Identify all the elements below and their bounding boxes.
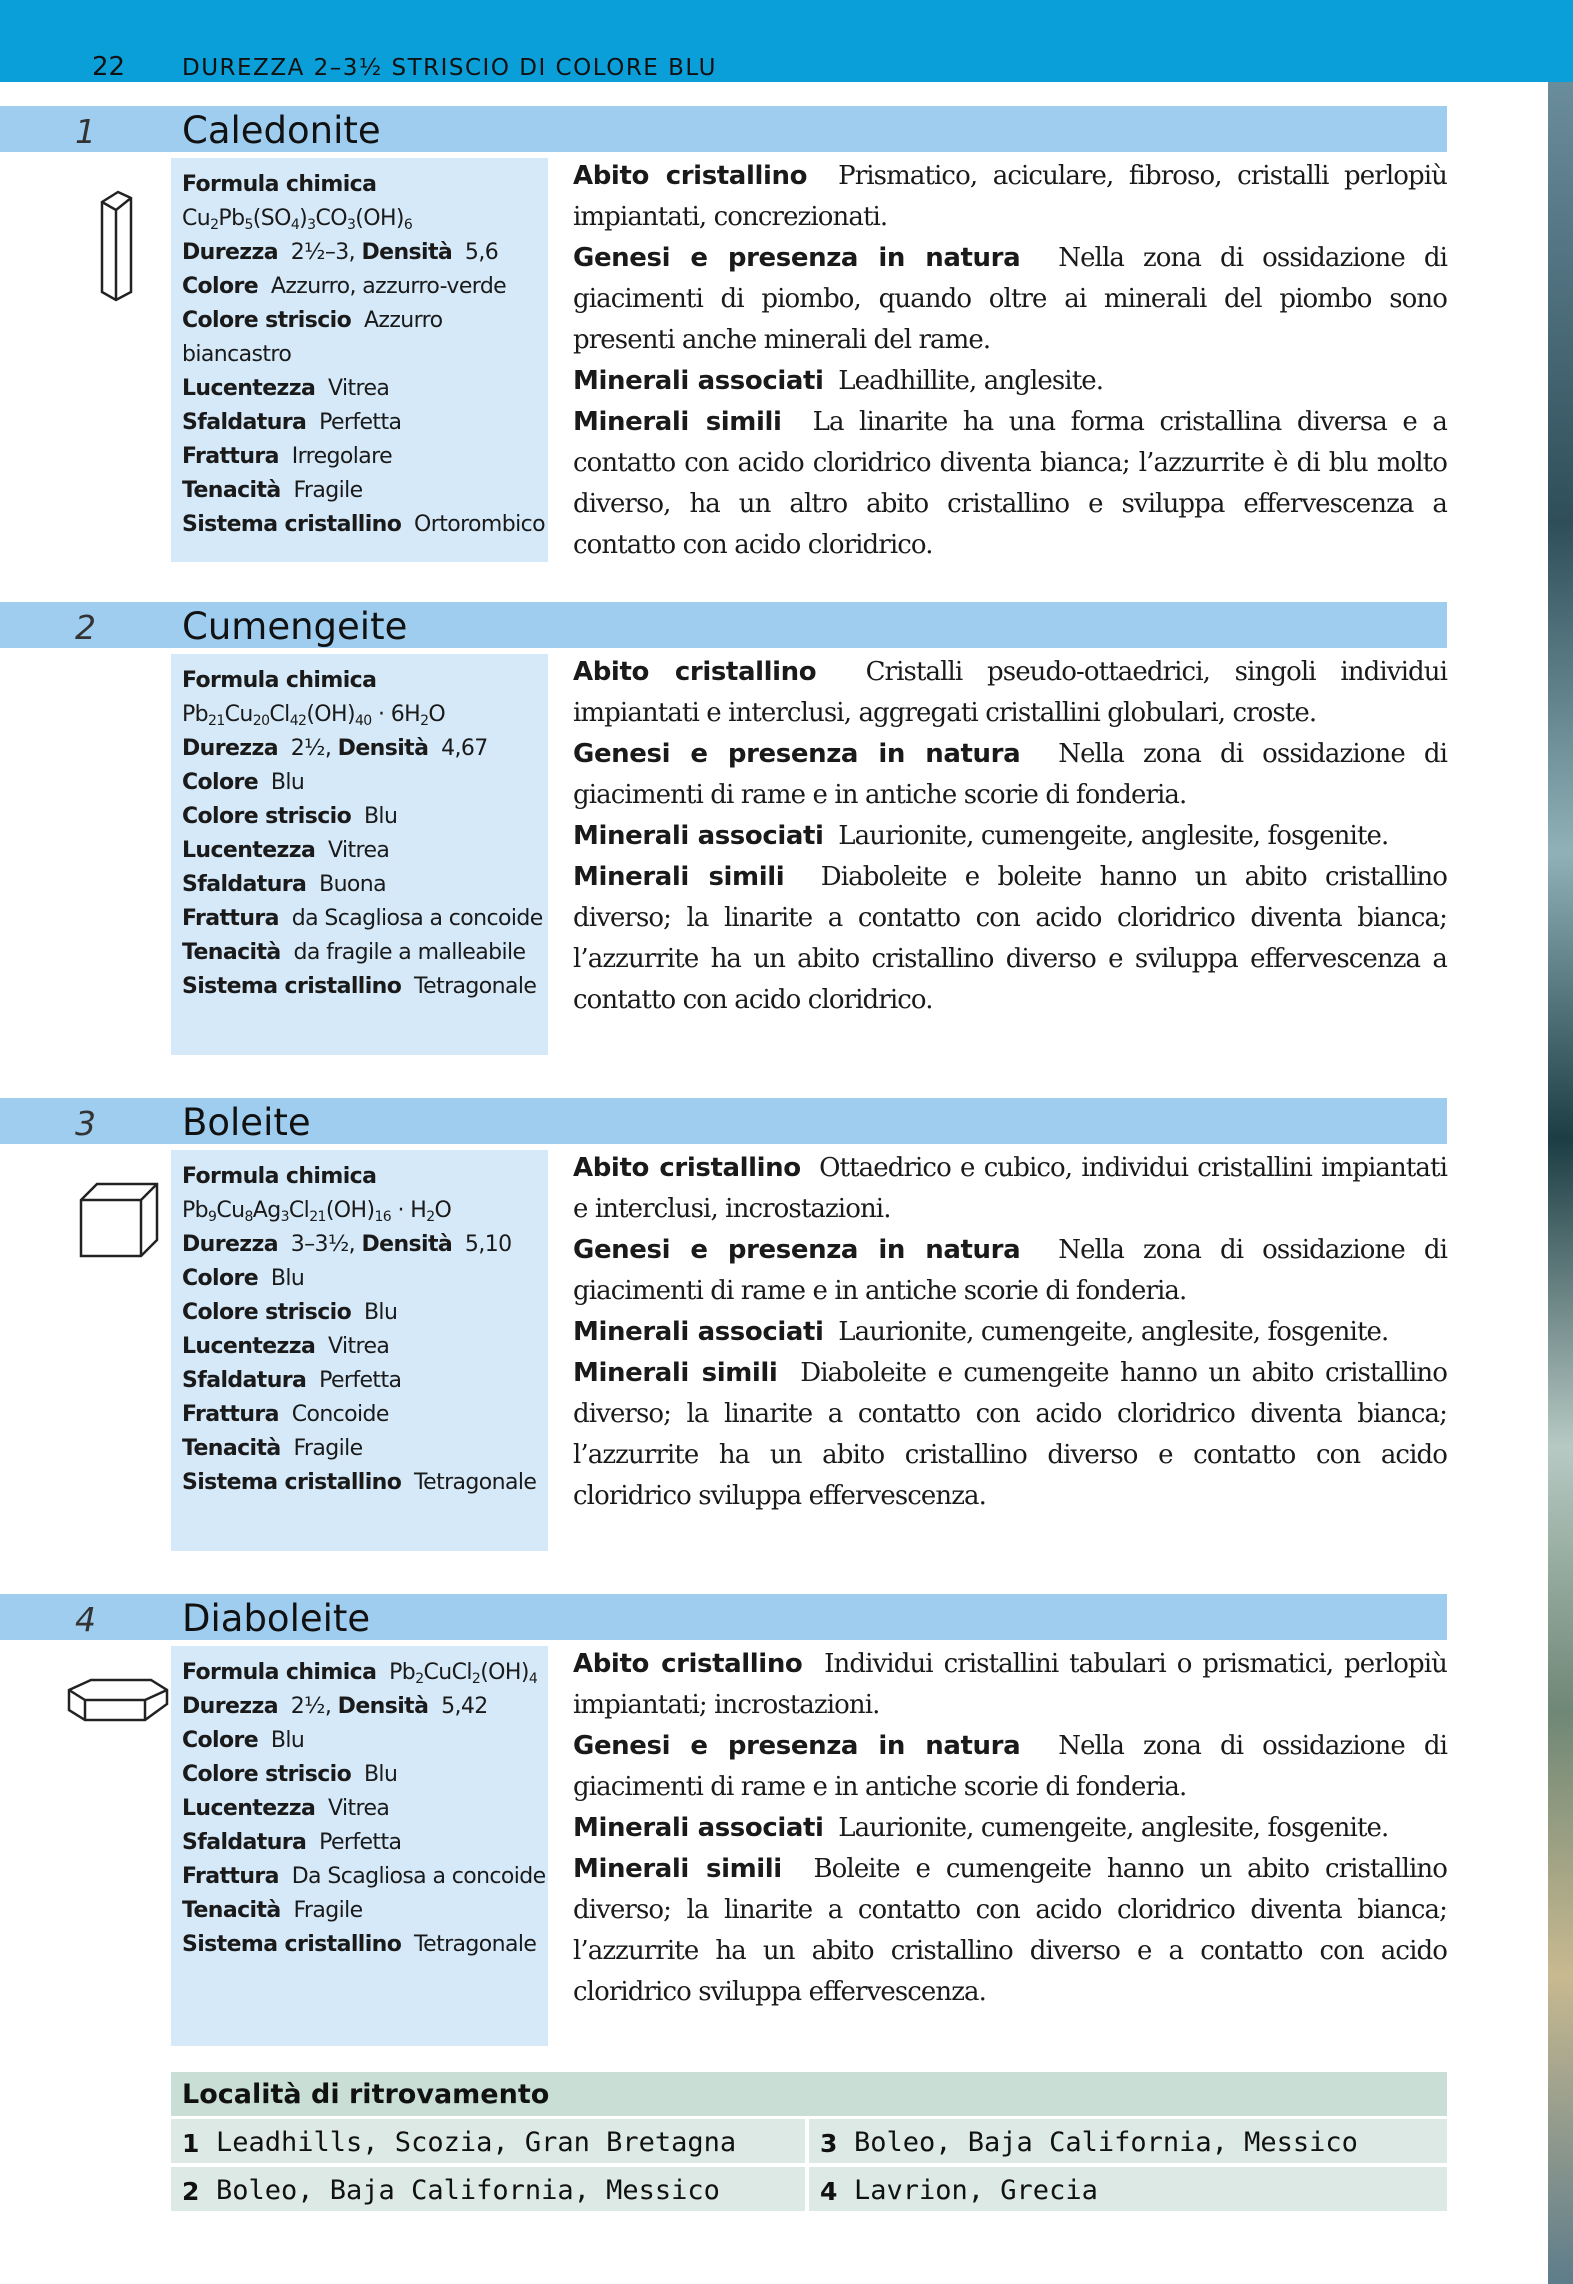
- entry-number: 4: [75, 1600, 96, 1639]
- habit-paragraph: Abito cristallino Individui cristallini tabulari o prismatici, perlopiù impiantati; incrostazioni.: [573, 1649, 1447, 1720]
- genesis-paragraph: Genesi e presenza in natura Nella zona di ossidazione di giacimenti di rame e in antiche scorie di fonderia.: [573, 1235, 1447, 1306]
- color-row: Colore Blu: [182, 770, 305, 795]
- photo-edge-strip: [1548, 82, 1573, 2284]
- formula-row: Formula chimica $Pb_2CuCl_2(OH)_4$: [182, 1660, 538, 1687]
- genesis-paragraph: Genesi e presenza in natura Nella zona di ossidazione di giacimenti di piombo, quando oltre ai minerali del piombo sono presenti anche minerali del rame.: [573, 243, 1447, 355]
- locality-number: 3: [820, 2129, 838, 2158]
- entry-name: Boleite: [182, 1101, 311, 1144]
- locality-place: Boleo, Baja California, Messico: [216, 2175, 720, 2206]
- crystal-system-row: Sistema cristallino Tetragonale: [182, 1470, 537, 1495]
- localities-header: [171, 2072, 1447, 2116]
- entry-name: Cumengeite: [182, 605, 408, 648]
- formula-row: Formula chimica: [182, 172, 377, 197]
- description: [573, 1644, 1447, 2013]
- fracture-row: Frattura Irregolare: [182, 444, 393, 469]
- entry-number: 3: [75, 1104, 96, 1143]
- cleavage-row: Sfaldatura Buona: [182, 872, 386, 897]
- formula-row: Formula chimica: [182, 1164, 377, 1189]
- chemical-formula: $Pb_2CuCl_2(OH)_4$: [389, 1660, 538, 1687]
- description: [573, 156, 1447, 566]
- crystal-system-row: Sistema cristallino Tetragonale: [182, 974, 537, 999]
- tabular-crystal-icon: [66, 1676, 170, 1724]
- similar-minerals-paragraph: Minerali simili Boleite e cumengeite hanno un abito cristallino diverso; la linarite a contatto con acido cloridrico diventa bianca; l’azzurrite ha un abito cristallino diverso e a contatto con acido cloridrico sviluppa effervescenza.: [573, 1854, 1447, 2007]
- tenacity-row: Tenacità Fragile: [182, 1436, 363, 1461]
- locality-number: 2: [182, 2177, 200, 2206]
- properties-list: [182, 664, 544, 1004]
- streak-row: Colore striscio Blu: [182, 1762, 398, 1787]
- description: [573, 1148, 1447, 1517]
- tenacity-row: Tenacità Fragile: [182, 478, 363, 503]
- properties-list: [182, 168, 544, 542]
- entry-number: 2: [75, 608, 96, 647]
- locality-number: 1: [182, 2129, 200, 2158]
- luster-row: Lucentezza Vitrea: [182, 376, 390, 401]
- color-row: Colore Blu: [182, 1728, 305, 1753]
- hardness-density-row: Durezza 2½, Densità 5,42: [182, 1694, 488, 1719]
- color-row: Colore Blu: [182, 1266, 305, 1291]
- formula-row: Formula chimica: [182, 668, 377, 693]
- properties-box: [171, 1150, 548, 1551]
- hardness-density-row: Durezza 2½, Densità 4,67: [182, 736, 488, 761]
- page-number: 22: [92, 52, 126, 82]
- properties-list: [182, 1160, 544, 1500]
- entry-number: 1: [75, 112, 96, 151]
- chemical-formula: $Cu_2Pb_5(SO_4)_3CO_3(OH)_6$: [182, 206, 413, 233]
- habit-paragraph: Abito cristallino Cristalli pseudo-ottaedrici, singoli individui impiantati e interclusi, aggregati cristallini globulari, croste.: [573, 657, 1447, 728]
- prism-crystal-icon: [98, 188, 138, 304]
- entry-name: Diaboleite: [182, 1597, 371, 1640]
- mineral-entry-caledonite: [0, 106, 1548, 576]
- chemical-formula: $Pb_{21}Cu_{20}Cl_{42}(OH)_{40} \cdot 6H_2O$: [182, 702, 446, 729]
- associated-minerals-paragraph: Minerali associati Leadhillite, anglesite.: [573, 366, 1104, 396]
- properties-box: [171, 654, 548, 1055]
- habit-paragraph: Abito cristallino Prismatico, aciculare, fibroso, cristalli perlopiù impiantati, concrezionati.: [573, 161, 1447, 232]
- cleavage-row: Sfaldatura Perfetta: [182, 1368, 402, 1393]
- locality-place: Boleo, Baja California, Messico: [854, 2127, 1358, 2158]
- properties-list: [182, 1656, 544, 1962]
- mineral-entry-diaboleite: [0, 1594, 1548, 2064]
- genesis-paragraph: Genesi e presenza in natura Nella zona di ossidazione di giacimenti di rame e in antiche scorie di fonderia.: [573, 1731, 1447, 1802]
- localities-title: Località di ritrovamento: [182, 2079, 550, 2110]
- tenacity-row: Tenacità da fragile a malleabile: [182, 940, 526, 965]
- color-row: Colore Azzurro, azzurro-verde: [182, 274, 507, 299]
- fracture-row: Frattura Da Scagliosa a concoide: [182, 1864, 546, 1889]
- luster-row: Lucentezza Vitrea: [182, 838, 390, 863]
- locality-item: [809, 2119, 1447, 2163]
- streak-row: Colore striscio Azzurro biancastro: [182, 308, 443, 367]
- chemical-formula: $Pb_9Cu_8Ag_3Cl_{21}(OH)_{16} \cdot H_2O$: [182, 1198, 452, 1225]
- locality-item: [171, 2167, 805, 2211]
- cleavage-row: Sfaldatura Perfetta: [182, 1830, 402, 1855]
- mineral-entry-boleite: [0, 1098, 1548, 1568]
- associated-minerals-paragraph: Minerali associati Laurionite, cumengeite, anglesite, fosgenite.: [573, 1813, 1389, 1843]
- luster-row: Lucentezza Vitrea: [182, 1334, 390, 1359]
- locality-item: [171, 2119, 805, 2163]
- hardness-density-row: Durezza 2½–3, Densità 5,6: [182, 240, 499, 265]
- similar-minerals-paragraph: Minerali simili La linarite ha una forma cristallina diversa e a contatto con acido cloridrico diventa bianca; l’azzurrite è di blu molto diverso, ha un altro abito cristallino e sviluppa effervescenza a contatto con acido cloridrico.: [573, 407, 1447, 560]
- similar-minerals-paragraph: Minerali simili Diaboleite e boleite hanno un abito cristallino diverso; la linarite a contatto con acido cloridrico diventa bianca; l’azzurrite ha un abito cristallino diverso e sviluppa effervescenza a contatto con acido cloridrico.: [573, 862, 1447, 1015]
- locality-item: [809, 2167, 1447, 2211]
- locality-place: Lavrion, Grecia: [854, 2175, 1098, 2206]
- header-title: DUREZZA 2–3½ STRISCIO DI COLORE BLU: [182, 55, 717, 81]
- habit-paragraph: Abito cristallino Ottaedrico e cubico, individui cristallini impiantati e interclusi, incrostazioni.: [573, 1153, 1447, 1224]
- fracture-row: Frattura Concoide: [182, 1402, 389, 1427]
- entry-name: Caledonite: [182, 109, 381, 152]
- hardness-density-row: Durezza 3–3½, Densità 5,10: [182, 1232, 512, 1257]
- properties-box: [171, 1646, 548, 2046]
- locality-place: Leadhills, Scozia, Gran Bretagna: [216, 2127, 737, 2158]
- associated-minerals-paragraph: Minerali associati Laurionite, cumengeite, anglesite, fosgenite.: [573, 1317, 1389, 1347]
- locality-number: 4: [820, 2177, 838, 2206]
- properties-box: [171, 158, 548, 562]
- streak-row: Colore striscio Blu: [182, 804, 398, 829]
- fracture-row: Frattura da Scagliosa a concoide: [182, 906, 543, 931]
- associated-minerals-paragraph: Minerali associati Laurionite, cumengeite, anglesite, fosgenite.: [573, 821, 1389, 851]
- luster-row: Lucentezza Vitrea: [182, 1796, 390, 1821]
- tenacity-row: Tenacità Fragile: [182, 1898, 363, 1923]
- streak-row: Colore striscio Blu: [182, 1300, 398, 1325]
- crystal-system-row: Sistema cristallino Ortorombico: [182, 512, 545, 537]
- mineral-entry-cumengeite: [0, 602, 1548, 1072]
- description: [573, 652, 1447, 1021]
- genesis-paragraph: Genesi e presenza in natura Nella zona di ossidazione di giacimenti di rame e in antiche scorie di fonderia.: [573, 739, 1447, 810]
- similar-minerals-paragraph: Minerali simili Diaboleite e cumengeite hanno un abito cristallino diverso; la linarite a contatto con acido cloridrico diventa bianca; l’azzurrite ha un abito cristallino diverso e contatto con acido cloridrico sviluppa effervescenza.: [573, 1358, 1447, 1511]
- cleavage-row: Sfaldatura Perfetta: [182, 410, 402, 435]
- crystal-system-row: Sistema cristallino Tetragonale: [182, 1932, 537, 1957]
- cube-crystal-icon: [78, 1180, 162, 1258]
